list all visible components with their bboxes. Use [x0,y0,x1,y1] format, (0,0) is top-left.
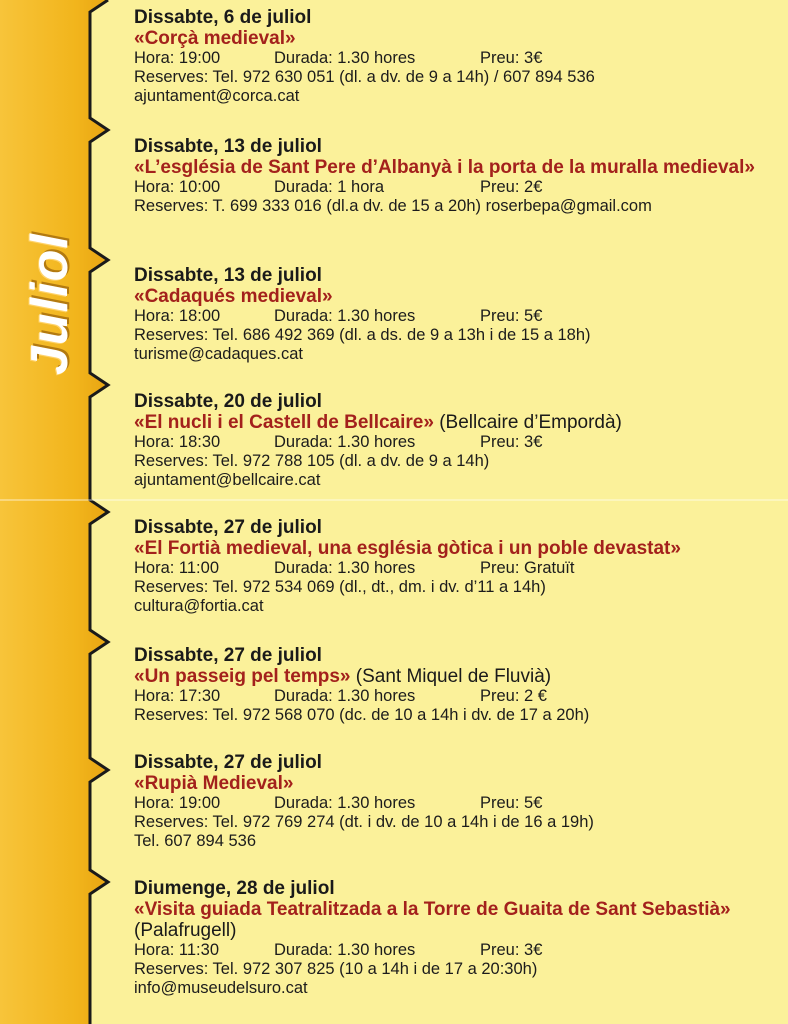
event-price: Preu: Gratuït [480,559,575,577]
event-duration: Durada: 1.30 hores [274,941,416,959]
event-title-text: «Rupià Medieval» [134,773,294,794]
event-details [134,559,784,578]
event-reservations: Reserves: Tel. 972 307 825 (10 a 14h i de 17 a 20:30h) [134,960,538,978]
event-place: (Bellcaire d’Empordà) [433,412,622,433]
event-date: Dissabte, 27 de juliol [134,752,322,773]
event-title-text: «L’església de Sant Pere d’Albanyà i la porta de la muralla medieval» [134,157,755,178]
event-title [134,899,784,941]
event-time: Hora: 19:00 [134,49,221,67]
event-price: Preu: 3€ [480,941,543,959]
event-place: (Palafrugell) [134,920,237,941]
paper-fold [0,499,788,501]
event-item [134,265,784,364]
event-price: Preu: 2 € [480,687,547,705]
event-time: Hora: 19:00 [134,794,221,812]
event-contact[interactable]: cultura@fortia.cat [134,597,264,615]
event-title [134,538,784,559]
event-reservations: Reserves: Tel. 686 492 369 (dl. a ds. de 9 a 13h i de 15 a 18h) [134,326,591,344]
event-reservations: Reserves: T. 699 333 016 (dl.a dv. de 15 a 20h) roserbepa@gmail.com [134,197,652,215]
event-price: Preu: 3€ [480,433,543,451]
event-time: Hora: 18:00 [134,307,221,325]
event-duration: Durada: 1.30 hores [274,687,416,705]
event-time: Hora: 11:30 [134,941,219,959]
event-duration: Durada: 1.30 hores [274,559,416,577]
event-title [134,412,784,433]
event-details [134,49,784,68]
event-date: Dissabte, 27 de juliol [134,517,322,538]
event-time: Hora: 18:30 [134,433,221,451]
event-details [134,687,784,706]
event-time: Hora: 17:30 [134,687,221,705]
event-title-text: «Cadaqués medieval» [134,286,333,307]
event-contact[interactable]: ajuntament@corca.cat [134,87,300,105]
event-item [134,391,784,490]
month-label: Juliol [21,233,79,375]
event-details [134,307,784,326]
event-price: Preu: 5€ [480,307,543,325]
event-title-text: «El Fortià medieval, una església gòtica i un poble devastat» [134,538,681,559]
event-details [134,433,784,452]
event-duration: Durada: 1.30 hores [274,307,416,325]
event-contact[interactable]: info@museudelsuro.cat [134,979,308,997]
event-date: Diumenge, 28 de juliol [134,878,335,899]
event-duration: Durada: 1.30 hores [274,49,416,67]
event-time: Hora: 11:00 [134,559,219,577]
event-price: Preu: 3€ [480,49,543,67]
event-contact[interactable]: turisme@cadaques.cat [134,345,303,363]
event-reservations: Reserves: Tel. 972 788 105 (dl. a dv. de 9 a 14h) [134,452,490,470]
event-title [134,286,784,307]
event-title [134,773,784,794]
event-item [134,517,784,616]
event-item [134,136,784,216]
month-stripe [0,0,120,1024]
event-duration: Durada: 1.30 hores [274,433,416,451]
event-item [134,645,784,725]
event-details [134,178,784,197]
event-date: Dissabte, 13 de juliol [134,136,322,157]
event-details [134,941,784,960]
event-title [134,666,784,687]
event-date: Dissabte, 13 de juliol [134,265,322,286]
event-date: Dissabte, 20 de juliol [134,391,322,412]
event-place: (Sant Miquel de Fluvià) [350,666,552,687]
event-item [134,752,784,851]
event-date: Dissabte, 27 de juliol [134,645,322,666]
event-title-text: «Corçà medieval» [134,28,296,49]
event-duration: Durada: 1.30 hores [274,794,416,812]
event-details [134,794,784,813]
event-price: Preu: 5€ [480,794,543,812]
event-reservations: Reserves: Tel. 972 630 051 (dl. a dv. de 9 a 14h) / 607 894 536 [134,68,595,86]
event-time: Hora: 10:00 [134,178,221,196]
event-title-text: «Un passeig pel temps» [134,666,351,687]
event-price: Preu: 2€ [480,178,543,196]
event-reservations: Reserves: Tel. 972 568 070 (dc. de 10 a 14h i dv. de 17 a 20h) [134,706,590,724]
event-reservations: Reserves: Tel. 972 534 069 (dl., dt., dm. i dv. d’11 a 14h) [134,578,546,596]
event-title-text: «Visita guiada Teatralitzada a la Torre de Guaita de Sant Sebastià» [134,899,731,920]
event-item [134,878,784,998]
event-contact[interactable]: ajuntament@bellcaire.cat [134,471,321,489]
event-date: Dissabte, 6 de juliol [134,7,312,28]
event-title-text: «El nucli i el Castell de Bellcaire» [134,412,434,433]
event-title [134,157,784,178]
event-duration: Durada: 1 hora [274,178,385,196]
event-reservations: Reserves: Tel. 972 769 274 (dt. i dv. de 10 a 14h i de 16 a 19h) [134,813,594,831]
event-item [134,7,784,106]
event-contact[interactable]: Tel. 607 894 536 [134,832,257,850]
event-title [134,28,784,49]
